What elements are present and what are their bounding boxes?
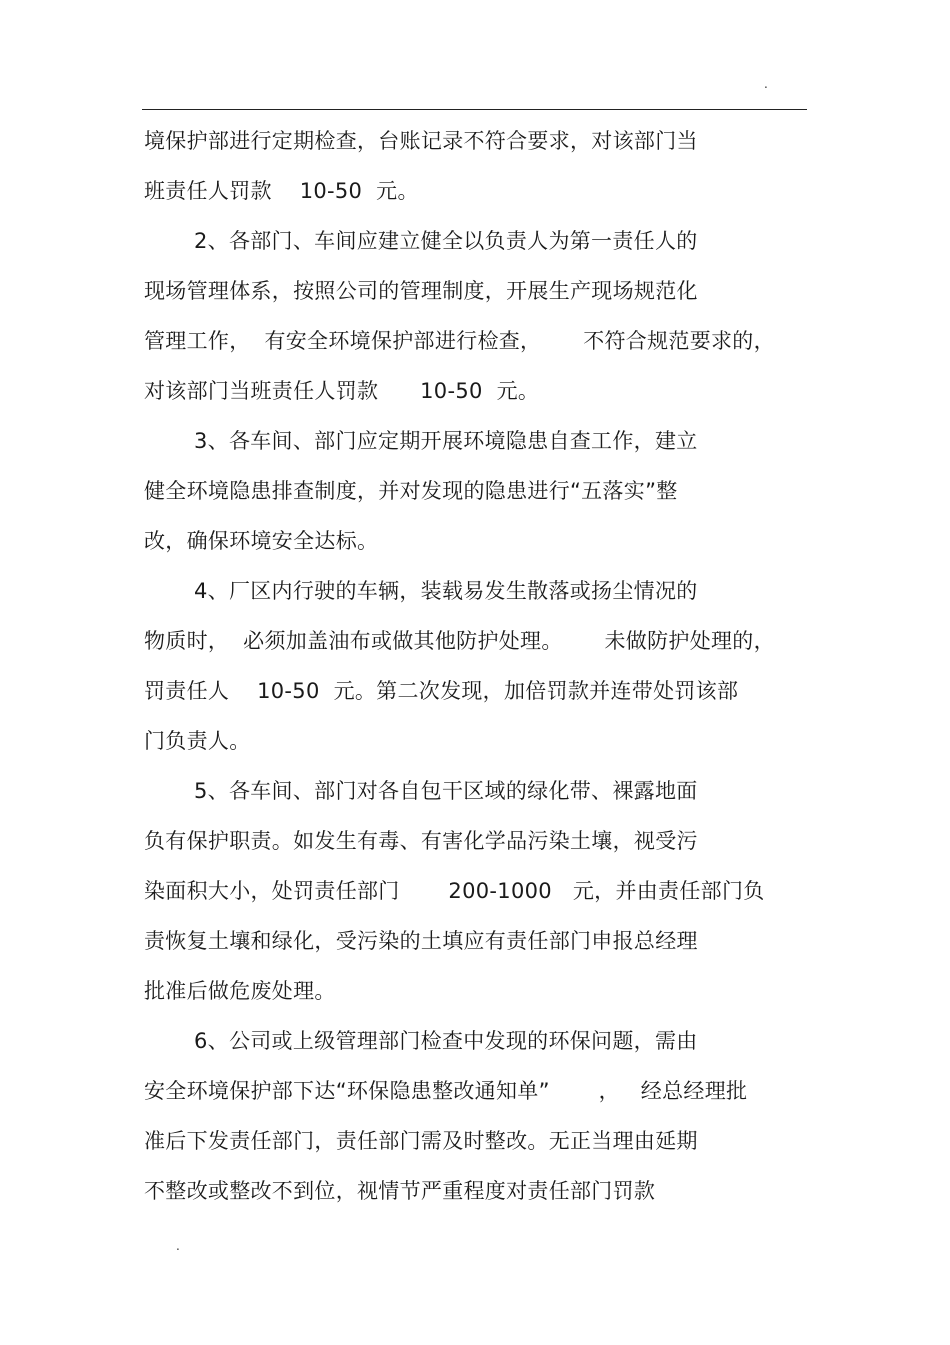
text-line: 班责任人罚款 10-50 元。 bbox=[144, 179, 419, 203]
header-rule bbox=[142, 109, 807, 110]
paragraph-start-4: 4、厂区内行驶的车辆，装载易发生散落或扬尘情况的 bbox=[194, 579, 698, 603]
text-line: 物质时， 必须加盖油布或做其他防护处理。 未做防护处理的， bbox=[144, 629, 775, 653]
paragraph-start-6: 6、公司或上级管理部门检查中发现的环保问题，需由 bbox=[194, 1029, 698, 1053]
document-body bbox=[144, 122, 804, 1222]
footer-mark: . bbox=[176, 1239, 180, 1253]
text-line: 批准后做危废处理。 bbox=[144, 979, 336, 1003]
header-mark: . bbox=[764, 77, 768, 91]
paragraph-start-3: 3、各车间、部门应定期开展环境隐患自查工作，建立 bbox=[194, 429, 698, 453]
text-line: 健全环境隐患排查制度，并对发现的隐患进行“五落实”整 bbox=[144, 479, 678, 503]
text-line: 罚责任人 10-50 元。第二次发现，加倍罚款并连带处罚该部 bbox=[144, 679, 739, 703]
text-line: 对该部门当班责任人罚款 10-50 元。 bbox=[144, 379, 540, 403]
text-line: 不整改或整改不到位，视情节严重程度对责任部门罚款 bbox=[144, 1179, 656, 1203]
text-line: 境保护部进行定期检查，台账记录不符合要求，对该部门当 bbox=[144, 129, 698, 153]
text-line: 现场管理体系，按照公司的管理制度，开展生产现场规范化 bbox=[144, 279, 698, 303]
text-line: 改，确保环境安全达标。 bbox=[144, 529, 379, 553]
text-line: 负有保护职责。如发生有毒、有害化学品污染土壤，视受污 bbox=[144, 829, 698, 853]
text-line: 门负责人。 bbox=[144, 729, 251, 753]
text-line: 安全环境保护部下达“环保隐患整改通知单” ， 经总经理批 bbox=[144, 1079, 748, 1103]
text-line: 染面积大小，处罚责任部门 200-1000 元，并由责任部门负 bbox=[144, 879, 765, 903]
paragraph-start-5: 5、各车间、部门对各自包干区域的绿化带、裸露地面 bbox=[194, 779, 698, 803]
text-line: 责恢复土壤和绿化，受污染的土填应有责任部门申报总经理 bbox=[144, 929, 698, 953]
text-line: 准后下发责任部门，责任部门需及时整改。无正当理由延期 bbox=[144, 1129, 698, 1153]
paragraph-start-2: 2、各部门、车间应建立健全以负责人为第一责任人的 bbox=[194, 229, 698, 253]
text-line: 管理工作， 有安全环境保护部进行检查， 不符合规范要求的， bbox=[144, 329, 775, 353]
